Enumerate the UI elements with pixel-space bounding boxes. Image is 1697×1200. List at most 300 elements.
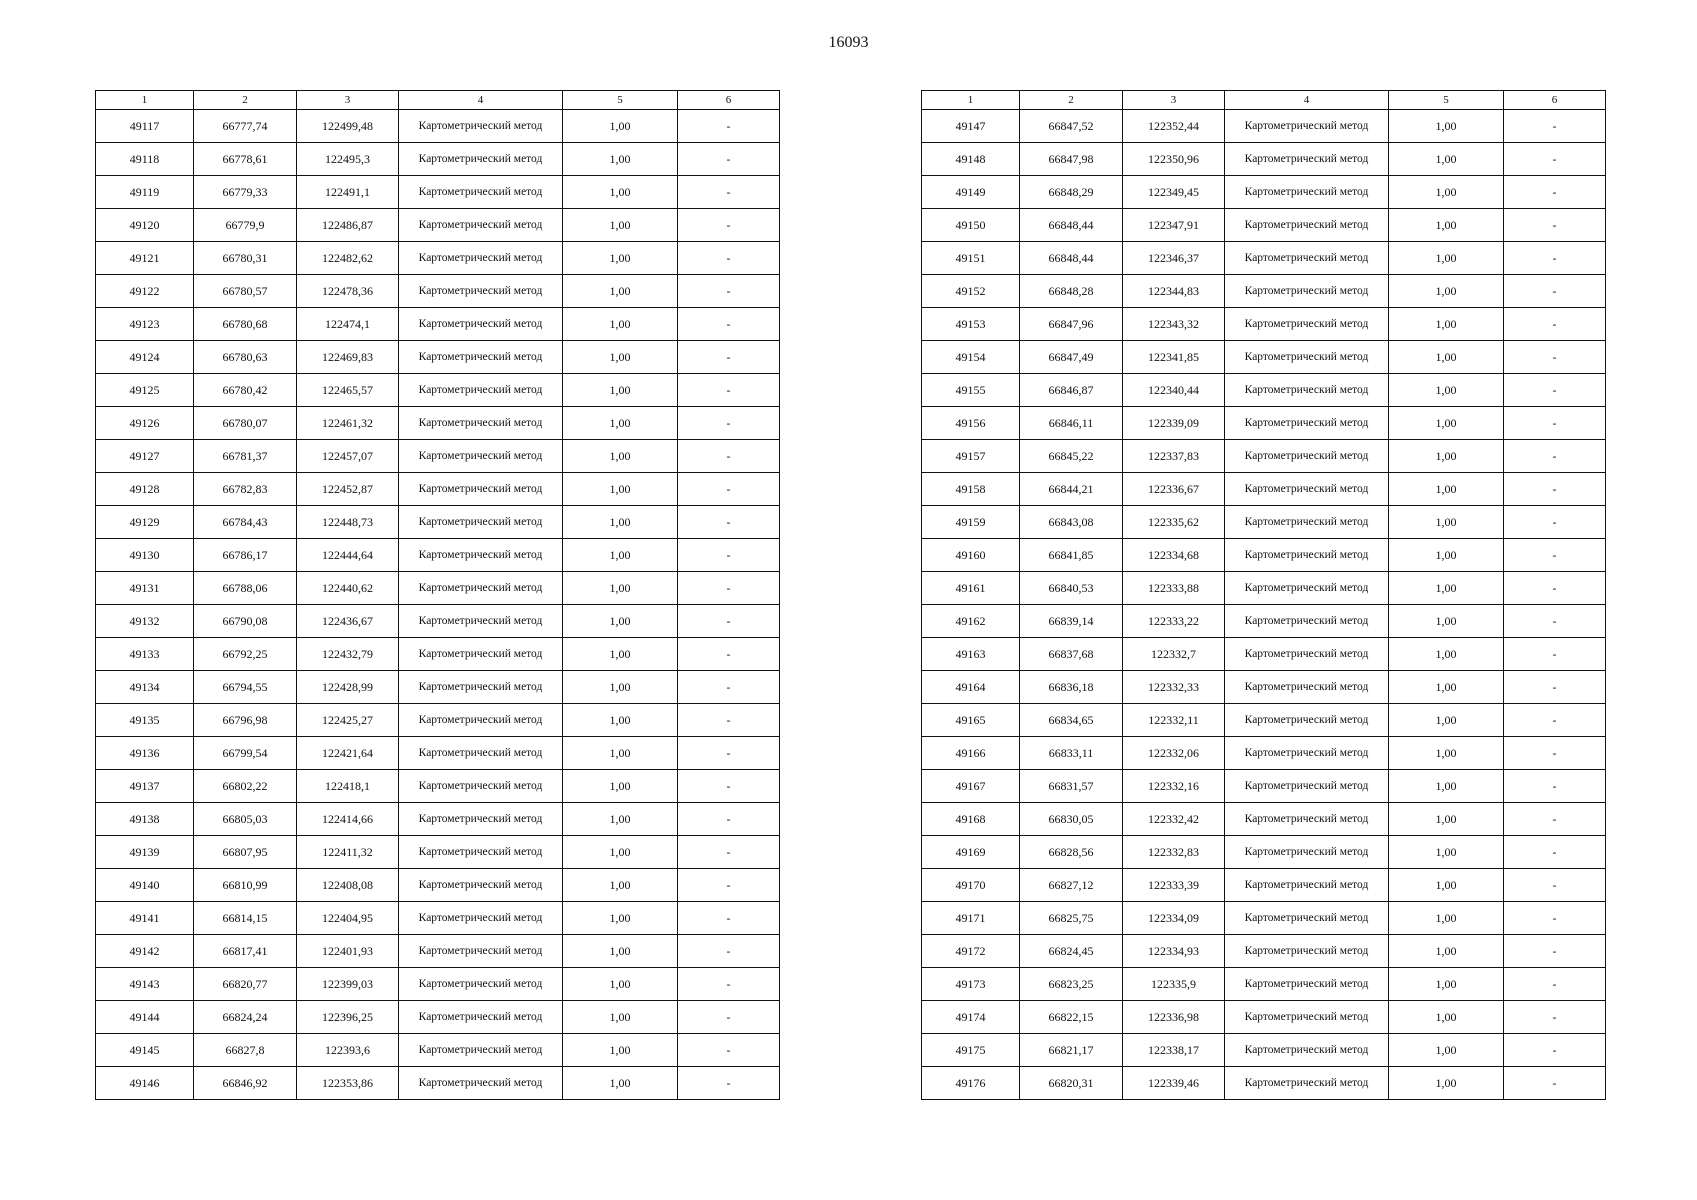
accuracy-cell: 1,00 [1389,143,1504,176]
y-coordinate-cell: 122353,86 [297,1067,399,1100]
description-cell: - [1504,308,1606,341]
y-coordinate-cell: 122335,62 [1123,506,1225,539]
x-coordinate-cell: 66780,07 [194,407,297,440]
page-number: 16093 [828,34,869,51]
point-number-cell: 49128 [96,473,194,506]
description-cell: - [1504,605,1606,638]
method-cell: Картометрический метод [1225,869,1389,902]
accuracy-cell: 1,00 [563,374,678,407]
method-cell: Картометрический метод [1225,110,1389,143]
method-cell: Картометрический метод [399,836,563,869]
method-cell: Картометрический метод [399,308,563,341]
point-number-cell: 49157 [922,440,1020,473]
accuracy-cell: 1,00 [563,176,678,209]
table-header-row [96,91,780,110]
accuracy-cell: 1,00 [1389,638,1504,671]
method-cell: Картометрический метод [399,374,563,407]
point-number-cell: 49142 [96,935,194,968]
x-coordinate-cell: 66824,24 [194,1001,297,1034]
y-coordinate-cell: 122408,08 [297,869,399,902]
method-cell: Картометрический метод [1225,1067,1389,1100]
x-coordinate-cell: 66779,9 [194,209,297,242]
point-number-cell: 49124 [96,341,194,374]
column-header-6: 6 [1504,91,1606,110]
description-cell: - [678,341,780,374]
point-number-cell: 49159 [922,506,1020,539]
method-cell: Картометрический метод [399,1034,563,1067]
column-header-2: 2 [1020,91,1123,110]
accuracy-cell: 1,00 [1389,836,1504,869]
x-coordinate-cell: 66820,77 [194,968,297,1001]
method-cell: Картометрический метод [399,1001,563,1034]
accuracy-cell: 1,00 [563,935,678,968]
table-row [96,1001,780,1034]
table-row [922,1034,1606,1067]
table-row [922,110,1606,143]
table-row [96,407,780,440]
description-cell: - [1504,374,1606,407]
point-number-cell: 49175 [922,1034,1020,1067]
description-cell: - [1504,737,1606,770]
x-coordinate-cell: 66824,45 [1020,935,1123,968]
table-row [922,374,1606,407]
description-cell: - [1504,440,1606,473]
point-number-cell: 49152 [922,275,1020,308]
x-coordinate-cell: 66780,57 [194,275,297,308]
method-cell: Картометрический метод [1225,572,1389,605]
description-cell: - [678,209,780,242]
table-row [922,935,1606,968]
table-row [922,704,1606,737]
method-cell: Картометрический метод [399,572,563,605]
x-coordinate-cell: 66825,75 [1020,902,1123,935]
y-coordinate-cell: 122469,83 [297,341,399,374]
point-number-cell: 49164 [922,671,1020,704]
x-coordinate-cell: 66846,87 [1020,374,1123,407]
table-row [96,110,780,143]
accuracy-cell: 1,00 [1389,704,1504,737]
x-coordinate-cell: 66828,56 [1020,836,1123,869]
point-number-cell: 49141 [96,902,194,935]
description-cell: - [678,275,780,308]
point-number-cell: 49119 [96,176,194,209]
point-number-cell: 49147 [922,110,1020,143]
point-number-cell: 49151 [922,242,1020,275]
description-cell: - [1504,902,1606,935]
method-cell: Картометрический метод [1225,968,1389,1001]
point-number-cell: 49174 [922,1001,1020,1034]
y-coordinate-cell: 122334,09 [1123,902,1225,935]
y-coordinate-cell: 122482,62 [297,242,399,275]
method-cell: Картометрический метод [399,407,563,440]
method-cell: Картометрический метод [1225,176,1389,209]
accuracy-cell: 1,00 [1389,968,1504,1001]
table-row [922,770,1606,803]
y-coordinate-cell: 122332,42 [1123,803,1225,836]
table-row [922,143,1606,176]
table-row [922,968,1606,1001]
y-coordinate-cell: 122499,48 [297,110,399,143]
table-row [922,869,1606,902]
method-cell: Картометрический метод [1225,374,1389,407]
description-cell: - [678,110,780,143]
accuracy-cell: 1,00 [1389,803,1504,836]
description-cell: - [1504,539,1606,572]
accuracy-cell: 1,00 [1389,275,1504,308]
x-coordinate-cell: 66802,22 [194,770,297,803]
y-coordinate-cell: 122333,88 [1123,572,1225,605]
x-coordinate-cell: 66794,55 [194,671,297,704]
y-coordinate-cell: 122486,87 [297,209,399,242]
accuracy-cell: 1,00 [563,275,678,308]
description-cell: - [678,803,780,836]
description-cell: - [1504,1034,1606,1067]
method-cell: Картометрический метод [1225,803,1389,836]
description-cell: - [678,176,780,209]
table-row [922,539,1606,572]
column-header-2: 2 [194,91,297,110]
description-cell: - [678,1001,780,1034]
x-coordinate-cell: 66848,28 [1020,275,1123,308]
y-coordinate-cell: 122332,11 [1123,704,1225,737]
description-cell: - [678,374,780,407]
point-number-cell: 49166 [922,737,1020,770]
table-row [96,473,780,506]
x-coordinate-cell: 66796,98 [194,704,297,737]
table-row [96,638,780,671]
y-coordinate-cell: 122474,1 [297,308,399,341]
column-header-5: 5 [1389,91,1504,110]
method-cell: Картометрический метод [1225,638,1389,671]
accuracy-cell: 1,00 [563,968,678,1001]
x-coordinate-cell: 66820,31 [1020,1067,1123,1100]
point-number-cell: 49149 [922,176,1020,209]
accuracy-cell: 1,00 [1389,209,1504,242]
method-cell: Картометрический метод [1225,242,1389,275]
column-header-3: 3 [1123,91,1225,110]
point-number-cell: 49161 [922,572,1020,605]
point-number-cell: 49134 [96,671,194,704]
table-row [96,572,780,605]
accuracy-cell: 1,00 [563,803,678,836]
point-number-cell: 49155 [922,374,1020,407]
method-cell: Картометрический метод [1225,1034,1389,1067]
point-number-cell: 49140 [96,869,194,902]
method-cell: Картометрический метод [399,242,563,275]
point-number-cell: 49138 [96,803,194,836]
description-cell: - [678,737,780,770]
description-cell: - [678,506,780,539]
x-coordinate-cell: 66847,96 [1020,308,1123,341]
table-row [96,176,780,209]
table-row [96,209,780,242]
column-header-4: 4 [399,91,563,110]
table-row [96,539,780,572]
description-cell: - [1504,1067,1606,1100]
description-cell: - [1504,803,1606,836]
y-coordinate-cell: 122344,83 [1123,275,1225,308]
x-coordinate-cell: 66786,17 [194,539,297,572]
y-coordinate-cell: 122425,27 [297,704,399,737]
y-coordinate-cell: 122465,57 [297,374,399,407]
accuracy-cell: 1,00 [563,473,678,506]
description-cell: - [1504,704,1606,737]
x-coordinate-cell: 66833,11 [1020,737,1123,770]
point-number-cell: 49165 [922,704,1020,737]
method-cell: Картометрический метод [1225,836,1389,869]
x-coordinate-cell: 66847,98 [1020,143,1123,176]
x-coordinate-cell: 66841,85 [1020,539,1123,572]
method-cell: Картометрический метод [399,869,563,902]
point-number-cell: 49137 [96,770,194,803]
method-cell: Картометрический метод [399,110,563,143]
x-coordinate-cell: 66780,63 [194,341,297,374]
accuracy-cell: 1,00 [563,836,678,869]
table-row [922,341,1606,374]
description-cell: - [678,935,780,968]
x-coordinate-cell: 66790,08 [194,605,297,638]
x-coordinate-cell: 66846,11 [1020,407,1123,440]
table-row [96,869,780,902]
table-row [96,308,780,341]
method-cell: Картометрический метод [1225,671,1389,704]
y-coordinate-cell: 122350,96 [1123,143,1225,176]
x-coordinate-cell: 66780,68 [194,308,297,341]
table-row [922,671,1606,704]
point-number-cell: 49170 [922,869,1020,902]
description-cell: - [1504,1001,1606,1034]
description-cell: - [678,770,780,803]
method-cell: Картометрический метод [1225,275,1389,308]
x-coordinate-cell: 66780,42 [194,374,297,407]
x-coordinate-cell: 66782,83 [194,473,297,506]
y-coordinate-cell: 122335,9 [1123,968,1225,1001]
accuracy-cell: 1,00 [1389,737,1504,770]
y-coordinate-cell: 122491,1 [297,176,399,209]
y-coordinate-cell: 122404,95 [297,902,399,935]
method-cell: Картометрический метод [1225,473,1389,506]
table-row [922,473,1606,506]
description-cell: - [678,1034,780,1067]
y-coordinate-cell: 122418,1 [297,770,399,803]
accuracy-cell: 1,00 [1389,869,1504,902]
point-number-cell: 49117 [96,110,194,143]
description-cell: - [678,308,780,341]
table-row [922,440,1606,473]
y-coordinate-cell: 122339,46 [1123,1067,1225,1100]
x-coordinate-cell: 66822,15 [1020,1001,1123,1034]
accuracy-cell: 1,00 [1389,440,1504,473]
point-number-cell: 49171 [922,902,1020,935]
accuracy-cell: 1,00 [563,1001,678,1034]
table-row [96,440,780,473]
method-cell: Картометрический метод [399,902,563,935]
coordinates-table-right [921,90,1606,1100]
method-cell: Картометрический метод [399,506,563,539]
accuracy-cell: 1,00 [1389,572,1504,605]
accuracy-cell: 1,00 [563,605,678,638]
x-coordinate-cell: 66784,43 [194,506,297,539]
accuracy-cell: 1,00 [1389,242,1504,275]
accuracy-cell: 1,00 [1389,407,1504,440]
table-row [96,671,780,704]
y-coordinate-cell: 122421,64 [297,737,399,770]
y-coordinate-cell: 122341,85 [1123,341,1225,374]
y-coordinate-cell: 122338,17 [1123,1034,1225,1067]
accuracy-cell: 1,00 [563,902,678,935]
point-number-cell: 49136 [96,737,194,770]
point-number-cell: 49122 [96,275,194,308]
point-number-cell: 49139 [96,836,194,869]
description-cell: - [1504,209,1606,242]
x-coordinate-cell: 66792,25 [194,638,297,671]
point-number-cell: 49167 [922,770,1020,803]
y-coordinate-cell: 122333,22 [1123,605,1225,638]
method-cell: Картометрический метод [1225,308,1389,341]
table-row [922,836,1606,869]
y-coordinate-cell: 122436,67 [297,605,399,638]
point-number-cell: 49120 [96,209,194,242]
accuracy-cell: 1,00 [1389,902,1504,935]
accuracy-cell: 1,00 [1389,1067,1504,1100]
description-cell: - [1504,869,1606,902]
accuracy-cell: 1,00 [1389,341,1504,374]
y-coordinate-cell: 122332,33 [1123,671,1225,704]
description-cell: - [1504,176,1606,209]
y-coordinate-cell: 122340,44 [1123,374,1225,407]
description-cell: - [678,968,780,1001]
y-coordinate-cell: 122349,45 [1123,176,1225,209]
method-cell: Картометрический метод [399,704,563,737]
x-coordinate-cell: 66840,53 [1020,572,1123,605]
y-coordinate-cell: 122411,32 [297,836,399,869]
point-number-cell: 49168 [922,803,1020,836]
method-cell: Картометрический метод [1225,737,1389,770]
accuracy-cell: 1,00 [1389,1034,1504,1067]
method-cell: Картометрический метод [399,473,563,506]
point-number-cell: 49143 [96,968,194,1001]
description-cell: - [678,836,780,869]
description-cell: - [1504,473,1606,506]
y-coordinate-cell: 122336,98 [1123,1001,1225,1034]
point-number-cell: 49173 [922,968,1020,1001]
y-coordinate-cell: 122495,3 [297,143,399,176]
method-cell: Картометрический метод [1225,935,1389,968]
table-row [96,836,780,869]
table-row [922,275,1606,308]
x-coordinate-cell: 66778,61 [194,143,297,176]
x-coordinate-cell: 66799,54 [194,737,297,770]
accuracy-cell: 1,00 [1389,770,1504,803]
accuracy-cell: 1,00 [563,869,678,902]
y-coordinate-cell: 122393,6 [297,1034,399,1067]
accuracy-cell: 1,00 [1389,110,1504,143]
method-cell: Картометрический метод [1225,341,1389,374]
point-number-cell: 49176 [922,1067,1020,1100]
x-coordinate-cell: 66846,92 [194,1067,297,1100]
point-number-cell: 49133 [96,638,194,671]
point-number-cell: 49148 [922,143,1020,176]
point-number-cell: 49129 [96,506,194,539]
x-coordinate-cell: 66848,29 [1020,176,1123,209]
table-row [96,242,780,275]
point-number-cell: 49127 [96,440,194,473]
method-cell: Картометрический метод [1225,902,1389,935]
table-row [922,737,1606,770]
point-number-cell: 49131 [96,572,194,605]
accuracy-cell: 1,00 [1389,506,1504,539]
x-coordinate-cell: 66780,31 [194,242,297,275]
accuracy-cell: 1,00 [563,440,678,473]
method-cell: Картометрический метод [399,638,563,671]
point-number-cell: 49145 [96,1034,194,1067]
description-cell: - [678,605,780,638]
description-cell: - [1504,275,1606,308]
accuracy-cell: 1,00 [563,143,678,176]
description-cell: - [678,572,780,605]
point-number-cell: 49172 [922,935,1020,968]
accuracy-cell: 1,00 [563,209,678,242]
accuracy-cell: 1,00 [563,704,678,737]
x-coordinate-cell: 66847,49 [1020,341,1123,374]
accuracy-cell: 1,00 [563,1067,678,1100]
x-coordinate-cell: 66848,44 [1020,209,1123,242]
accuracy-cell: 1,00 [1389,539,1504,572]
table-row [922,308,1606,341]
description-cell: - [678,143,780,176]
description-cell: - [678,704,780,737]
table-row [922,605,1606,638]
table-row [922,242,1606,275]
method-cell: Картометрический метод [399,275,563,308]
method-cell: Картометрический метод [399,176,563,209]
x-coordinate-cell: 66821,17 [1020,1034,1123,1067]
method-cell: Картометрический метод [399,935,563,968]
method-cell: Картометрический метод [399,1067,563,1100]
method-cell: Картометрический метод [399,671,563,704]
y-coordinate-cell: 122333,39 [1123,869,1225,902]
description-cell: - [1504,341,1606,374]
point-number-cell: 49156 [922,407,1020,440]
point-number-cell: 49135 [96,704,194,737]
x-coordinate-cell: 66807,95 [194,836,297,869]
column-header-1: 1 [922,91,1020,110]
column-header-5: 5 [563,91,678,110]
point-number-cell: 49144 [96,1001,194,1034]
y-coordinate-cell: 122396,25 [297,1001,399,1034]
x-coordinate-cell: 66788,06 [194,572,297,605]
description-cell: - [1504,836,1606,869]
description-cell: - [1504,110,1606,143]
y-coordinate-cell: 122347,91 [1123,209,1225,242]
column-header-6: 6 [678,91,780,110]
y-coordinate-cell: 122401,93 [297,935,399,968]
y-coordinate-cell: 122440,62 [297,572,399,605]
table-row [96,968,780,1001]
accuracy-cell: 1,00 [1389,1001,1504,1034]
description-cell: - [678,1067,780,1100]
description-cell: - [678,869,780,902]
description-cell: - [678,638,780,671]
y-coordinate-cell: 122461,32 [297,407,399,440]
method-cell: Картометрический метод [1225,209,1389,242]
table-row [96,803,780,836]
table-row [922,506,1606,539]
y-coordinate-cell: 122332,7 [1123,638,1225,671]
x-coordinate-cell: 66848,44 [1020,242,1123,275]
x-coordinate-cell: 66845,22 [1020,440,1123,473]
y-coordinate-cell: 122414,66 [297,803,399,836]
